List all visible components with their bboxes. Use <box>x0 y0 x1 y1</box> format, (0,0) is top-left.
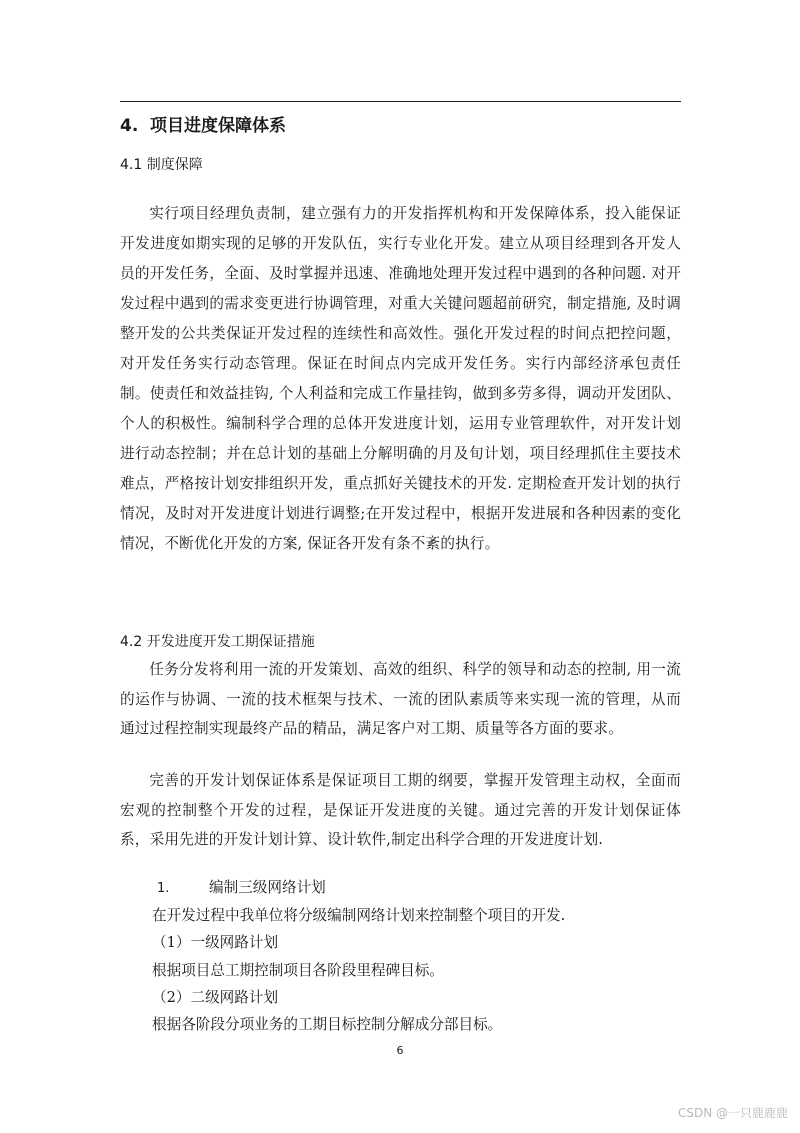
list-item-title: 编制三级网络计划 <box>209 879 326 896</box>
list-item-1 <box>157 877 326 900</box>
sub-item-2-text: 根据各阶段分项业务的工期目标控制分解成分部目标。 <box>152 1016 503 1033</box>
list-item-text: 在开发过程中我单位将分级编制网络计划来控制整个项目的开发. <box>152 907 566 924</box>
sub-item-1-text: 根据项目总工期控制项目各阶段里程碑目标。 <box>152 962 444 979</box>
subsection-4-2-paragraph-2: 完善的开发计划保证体系是保证项目工期的纲要，掌握开发管理主动权，全面而宏观的控制整个开发的过程，是保证开发进度的关键。通过完善的开发计划保证体系，采用先进的开发计划计算、设计软件,制定出科学合理的开发进度计划. <box>120 772 681 848</box>
section-heading-number: 4. <box>120 116 139 136</box>
subsection-4-2-title: 4.2 开发进度开发工期保证措施 <box>120 634 315 650</box>
list-item-number: 1. <box>157 881 170 896</box>
subsection-4-1-paragraph: 实行项目经理负责制，建立强有力的开发指挥机构和开发保障体系，投入能保证开发进度如期实现的足够的开发队伍，实行专业化开发。建立从项目经理到各开发人员的开发任务，全面、及时掌握并迅速、准确地处理开发过程中遇到的各种问题. 对开发过程中遇到的需求变更进行协调管理，对重大关键问题超前研究，制定措施, 及时调整开发的公共类保证开发过程的连续性和高效性。强化开发过程的时间点把控问题，对开发任务实行动态管理。保证在时间点内完成开发任务。实行内部经济承包责任制。使责任和效益挂钩, 个人利益和完成工作量挂钩，做到多劳多得，调动开发团队、个人的积极性。编制科学合理的总体开发进度计划，运用专业管理软件，对开发计划进行动态控制；并在总计划的基础上分解明确的月及旬计划，项目经理抓住主要技术难点，严格按计划安排组织开发，重点抓好关键技术的开发. 定期检查开发计划的执行情况，及时对开发进度计划进行调整;在开发过程中，根据开发进展和各种因素的变化情况，不断优化开发的方案, 保证各开发有条不紊的执行。 <box>120 205 681 552</box>
subsection-4-2-paragraph-1: 任务分发将利用一流的开发策划、高效的组织、科学的领导和动态的控制, 用一流的运作与协调、一流的技术框架与技术、一流的团队素质等来实现一流的管理，从而通过过程控制实现最终产品的精品，满足客户对工期、质量等各方面的要求。 <box>120 661 681 737</box>
watermark: CSDN @一只鹿鹿鹿 <box>677 1106 788 1120</box>
page-number: 6 <box>396 1044 404 1057</box>
section-heading-title: 项目进度保障体系 <box>150 116 286 136</box>
sub-item-1-label: （1）一级网路计划 <box>152 934 279 951</box>
section-heading <box>120 114 286 138</box>
subsection-4-1-title: 4.1 制度保障 <box>120 157 203 173</box>
header-rule <box>120 101 681 102</box>
sub-item-2-label: （2）二级网路计划 <box>152 989 279 1006</box>
